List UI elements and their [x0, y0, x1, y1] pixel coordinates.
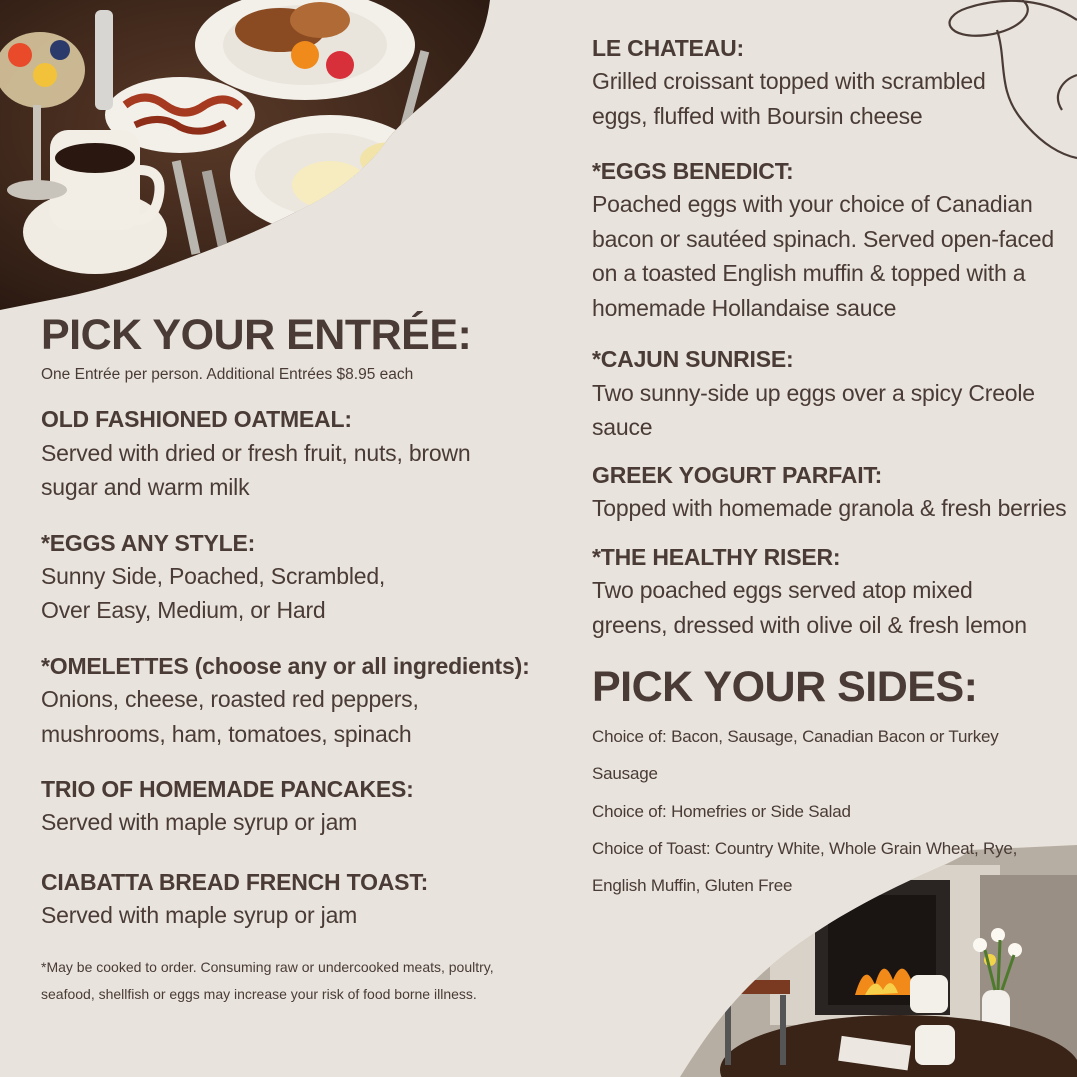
menu-item-eggs-any-style — [41, 527, 561, 628]
item-desc: homemade Hollandaise sauce — [592, 294, 897, 321]
item-desc: greens, dressed with olive oil & fresh lemon — [592, 611, 1027, 638]
side-option: Choice of: Bacon, Sausage, Canadian Bacon or Turkey Sausage — [592, 726, 999, 784]
item-title: *EGGS BENEDICT: — [592, 158, 794, 185]
menu-item-oatmeal — [41, 403, 561, 504]
item-desc: mushrooms, ham, tomatoes, spinach — [41, 720, 412, 747]
item-desc: Two poached eggs served atop mixed — [592, 577, 973, 604]
item-title: *OMELETTES (choose any or all ingredients): — [41, 652, 530, 679]
item-title: OLD FASHIONED OATMEAL: — [41, 406, 352, 433]
footnote — [41, 954, 561, 1007]
item-desc: Poached eggs with your choice of Canadian — [592, 191, 1033, 218]
item-title: TRIO OF HOMEMADE PANCAKES: — [41, 776, 414, 802]
item-title: *CAJUN SUNRISE: — [592, 346, 794, 373]
item-desc: Served with dried or fresh fruit, nuts, brown — [41, 439, 471, 466]
item-desc: Served with maple syrup or jam — [41, 809, 358, 836]
item-desc: eggs, fluffed with Boursin cheese — [592, 102, 923, 129]
sides-section — [592, 664, 1067, 904]
sides-heading: PICK YOUR SIDES: — [592, 663, 978, 712]
menu-item-healthy-riser — [592, 541, 1067, 642]
item-desc: Served with maple syrup or jam — [41, 901, 358, 928]
item-title: GREEK YOGURT PARFAIT: — [592, 461, 883, 488]
menu-item-pancakes — [41, 773, 561, 840]
item-desc: Grilled croissant topped with scrambled — [592, 68, 986, 95]
item-title: LE CHATEAU: — [592, 35, 744, 61]
breakfast-photo — [0, 0, 520, 315]
item-desc: Over Easy, Medium, or Hard — [41, 597, 326, 624]
menu-item-cajun-sunrise — [592, 343, 1067, 444]
side-option: Choice of: Homefries or Side Salad — [592, 801, 851, 821]
item-desc: Onions, cheese, roasted red peppers, — [41, 686, 419, 712]
footnote-line: seafood, shellfish or eggs may increase your risk of food borne illness. — [41, 985, 477, 1002]
item-desc: Sunny Side, Poached, Scrambled, — [41, 562, 386, 589]
side-option: English Muffin, Gluten Free — [592, 876, 793, 896]
item-title: CIABATTA BREAD FRENCH TOAST: — [41, 868, 429, 895]
item-desc: Two sunny-side up eggs over a spicy Creole — [592, 379, 1035, 406]
footnote-line: *May be cooked to order. Consuming raw or undercooked meats, poultry, — [41, 959, 494, 976]
menu-item-eggs-benedict — [592, 155, 1067, 325]
side-option: Choice of Toast: Country White, Whole Grain Wheat, Rye, — [592, 838, 1018, 858]
item-title: *THE HEALTHY RISER: — [592, 544, 841, 571]
entree-section-continued — [592, 32, 1067, 905]
item-desc: sauce — [592, 414, 653, 441]
menu-item-omelettes — [41, 650, 561, 751]
menu-item-le-chateau — [592, 32, 1067, 133]
menu-item-greek-yogurt — [592, 459, 1067, 526]
menu-item-french-toast — [41, 866, 561, 933]
item-desc: sugar and warm milk — [41, 474, 250, 501]
entree-note: One Entrée per person. Additional Entrées $8.95 each — [41, 366, 414, 384]
item-desc: bacon or sautéed spinach. Served open-faced — [592, 225, 1054, 252]
item-desc: on a toasted English muffin & topped with a — [592, 260, 1026, 287]
item-desc: Topped with homemade granola & fresh berries — [592, 494, 1067, 521]
entree-section — [41, 312, 561, 1008]
item-title: *EGGS ANY STYLE: — [41, 529, 256, 556]
entree-heading: PICK YOUR ENTRÉE: — [41, 311, 472, 359]
